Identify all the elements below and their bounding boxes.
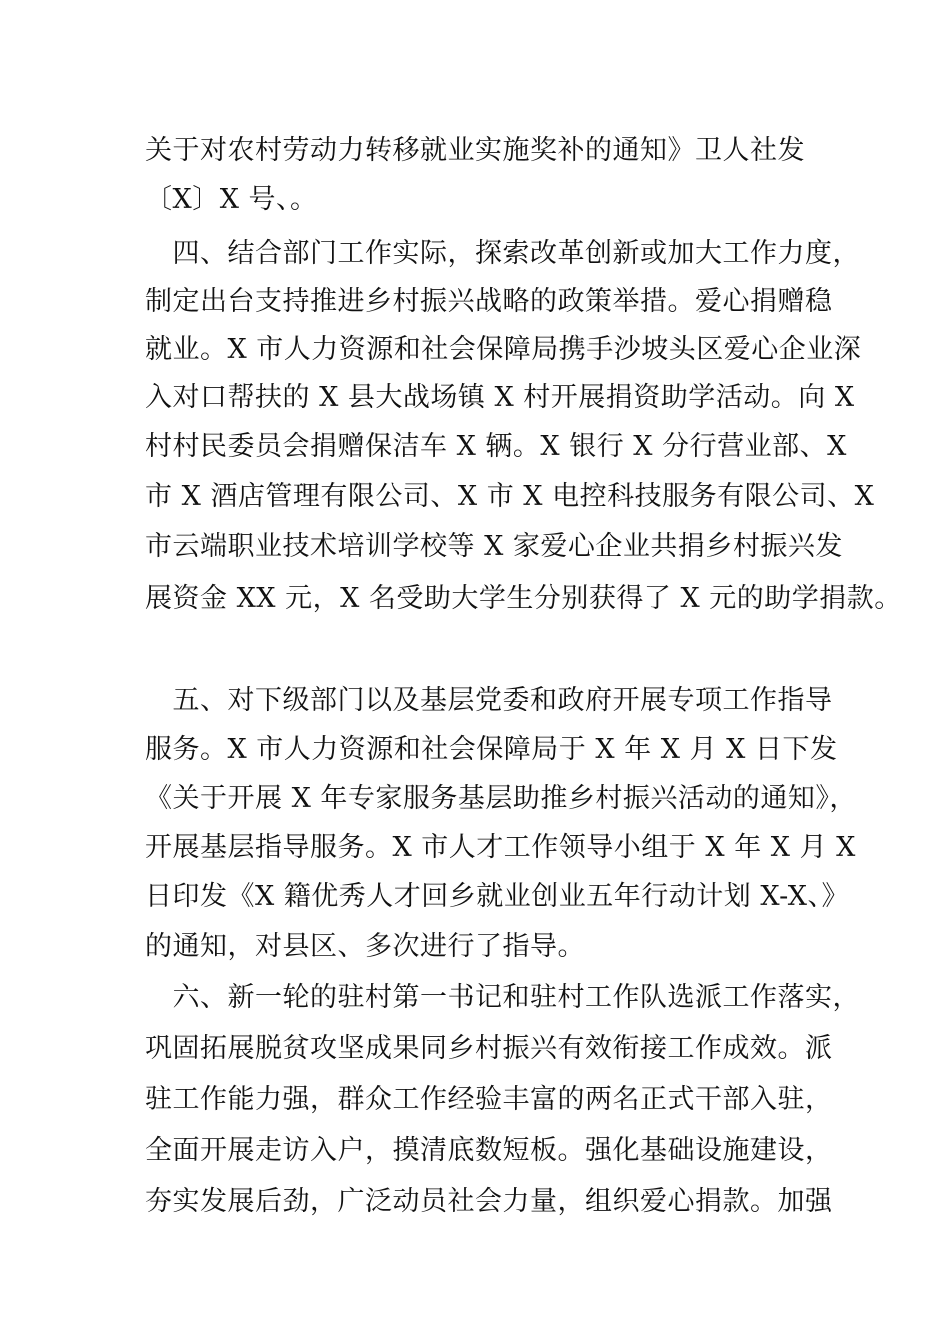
paragraph-4-line-6: 市 X 酒店管理有限公司、X 市 X 电控科技服务有限公司、X — [145, 481, 875, 512]
paragraph-6-line-3: 驻工作能力强，群众工作经验丰富的两名正式干部入驻， — [145, 1084, 833, 1115]
paragraph-4-line-4: 入对口帮扶的 X 县大战场镇 X 村开展捐资助学活动。向 X — [145, 382, 855, 413]
paragraph-5-line-1: 五、对下级部门以及基层党委和政府开展专项工作指导 — [145, 685, 833, 716]
paragraph-4-line-7: 市云端职业技术培训学校等 X 家爱心企业共捐乡村振兴发 — [145, 531, 843, 562]
paragraph-5-line-4: 开展基层指导服务。X 市人才工作领导小组于 X 年 X 月 X — [145, 832, 856, 863]
paragraph-6-line-2: 巩固拓展脱贫攻坚成果同乡村振兴有效衔接工作成效。派 — [145, 1033, 833, 1064]
paragraph-4-line-3: 就业。X 市人力资源和社会保障局携手沙坡头区爱心企业深 — [145, 334, 862, 365]
paragraph-6-line-4: 全面开展走访入户，摸清底数短板。强化基础设施建设， — [145, 1135, 833, 1166]
paragraph-6-line-1: 六、新一轮的驻村第一书记和驻村工作队选派工作落实， — [145, 982, 860, 1013]
paragraph-6-line-5: 夯实发展后劲，广泛动员社会力量，组织爱心捐款。加强 — [145, 1186, 833, 1217]
paragraph-4-line-5: 村村民委员会捐赠保洁车 X 辆。X 银行 X 分行营业部、X — [145, 431, 847, 462]
paragraph-5-line-2: 服务。X 市人力资源和社会保障局于 X 年 X 月 X 日下发 — [145, 734, 838, 765]
paragraph-5-line-5: 日印发《X 籍优秀人才回乡就业创业五年行动计划 X-X、》 — [145, 881, 850, 912]
paragraph-5-line-3: 《关于开展 X 年专家服务基层助推乡村振兴活动的通知》， — [145, 783, 857, 814]
paragraph-4-line-2: 制定出台支持推进乡村振兴战略的政策举措。爱心捐赠稳 — [145, 286, 833, 317]
paragraph-4-line-1: 四、结合部门工作实际，探索改革创新或加大工作力度， — [145, 238, 860, 269]
paragraph-5-line-6: 的通知，对县区、多次进行了指导。 — [145, 931, 585, 962]
paragraph-4-line-8: 展资金 XX 元，X 名受助大学生分别获得了 X 元的助学捐款。 — [145, 583, 902, 614]
text-line-1: 关于对农村劳动力转移就业实施奖补的通知》卫人社发 — [145, 135, 805, 166]
text-line-2: 〔X〕X 号、。 — [145, 184, 318, 215]
